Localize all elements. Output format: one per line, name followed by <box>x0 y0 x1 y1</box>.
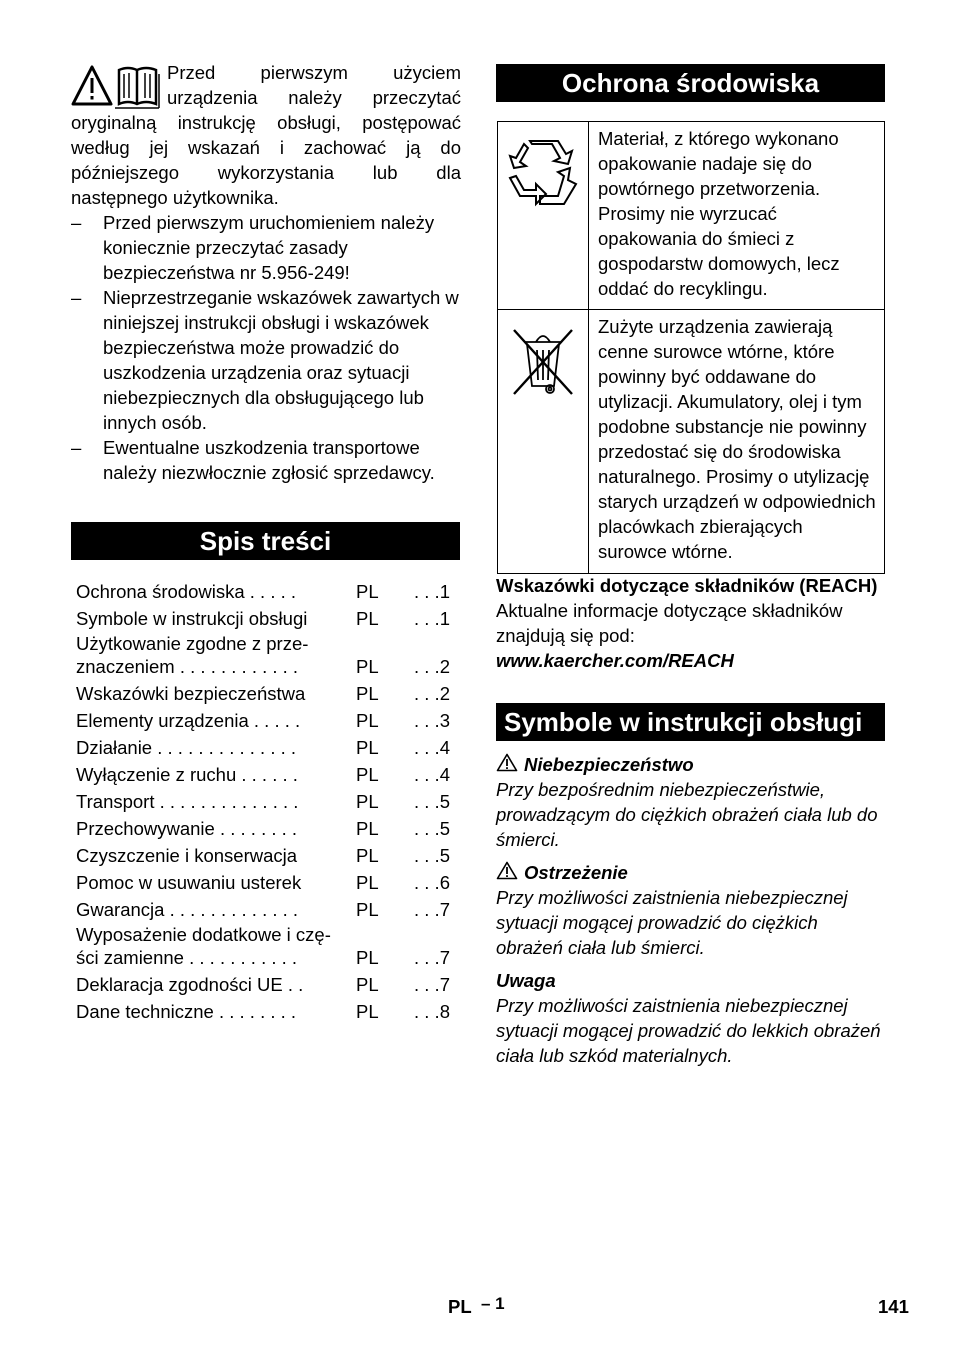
toc-lang: PL <box>356 899 379 920</box>
toc-row[interactable] <box>71 705 460 732</box>
toc-page: . . .4 <box>414 737 450 758</box>
toc-lang: PL <box>356 683 379 704</box>
toc-title-continued: ści zamienne . . . . . . . . . . . <box>76 947 298 968</box>
toc-page: . . .8 <box>414 1001 450 1022</box>
toc-row[interactable] <box>71 921 460 969</box>
recycling-cell <box>498 122 589 310</box>
toc-page: . . .1 <box>414 608 450 629</box>
toc-title: Użytkowanie zgodne z prze- <box>76 633 309 654</box>
toc-row[interactable] <box>71 678 460 705</box>
toc-page: . . .5 <box>414 818 450 839</box>
toc-title: Ochrona środowiska . . . . . <box>76 581 297 602</box>
list-item: – Ewentualne uszkodzenia transportowe należy niezwłocznie zgłosić sprzedawcy. <box>71 437 435 483</box>
toc-table <box>71 576 460 1023</box>
toc-row[interactable] <box>71 840 460 867</box>
toc-lang: PL <box>356 947 379 968</box>
disposal-text: Zużyte urządzenia zawierają cenne surowce wtórne, które powinny być oddawane do utylizacji. Akumulatory, olej i tym podobne substancje nie powinny przedostać się do środowiska naturalnego. Prosimy o utylizację starych urządzeń w odpowiednich placówkach zbierających surowce wtórne. <box>589 310 885 574</box>
toc-title: Przechowywanie . . . . . . . . <box>76 818 298 839</box>
toc-lang: PL <box>356 1001 379 1022</box>
environment-heading: Ochrona środowiska <box>496 64 885 102</box>
caution-text: Przy możliwości zaistnienia niebezpiecznej sytuacji mogącej prowadzić do lekkich obrażeń ciała lub szkód materialnych. <box>496 995 881 1066</box>
toc-row[interactable] <box>71 867 460 894</box>
toc-lang: PL <box>356 608 379 629</box>
toc-page: . . .3 <box>414 710 450 731</box>
toc-title-continued: znaczeniem . . . . . . . . . . . . <box>76 656 299 677</box>
toc-title: Wyłączenie z ruchu . . . . . . <box>76 764 298 785</box>
toc-title: Pomoc w usuwaniu usterek <box>76 872 302 893</box>
toc-row[interactable] <box>71 894 460 921</box>
caution-title: Uwaga <box>496 970 556 991</box>
toc-row[interactable] <box>71 786 460 813</box>
intro-text: Przed pierwszym użyciem urządzenia należy przeczytać oryginalną instrukcję obsługi, postępować według jej wskazań i zachować ją do późniejszego wykorzystania lub dla następnego użytkownika. <box>71 62 461 208</box>
warning-title: Ostrzeżenie <box>524 862 628 883</box>
toc-title: Wyposażenie dodatkowe i czę- <box>76 924 331 945</box>
list-item: – Nieprzestrzeganie wskazówek zawartych w niniejszej instrukcji obsługi i wskazówek bezpieczeństwa może prowadzić do uszkodzenia urządzenia oraz sytuacji niebezpiecznych dla obsługującego lub innych osób. <box>71 287 459 433</box>
footer-lang: PL <box>448 1296 472 1317</box>
toc-page: . . .4 <box>414 764 450 785</box>
danger-title: Niebezpieczeństwo <box>524 754 694 775</box>
warning-triangle-icon <box>496 753 518 772</box>
warning-triangle-icon <box>496 861 518 880</box>
symbols-section <box>496 752 888 1068</box>
disposal-cell <box>498 310 589 574</box>
toc-lang: PL <box>356 656 379 677</box>
toc-page: . . .7 <box>414 974 450 995</box>
toc-title: Elementy urządzenia . . . . . <box>76 710 301 731</box>
table-row <box>498 310 885 574</box>
toc-row[interactable] <box>71 759 460 786</box>
footer-local-page: – 1 <box>481 1294 505 1313</box>
toc-lang: PL <box>356 710 379 731</box>
toc-row[interactable] <box>71 603 460 630</box>
toc-lang: PL <box>356 581 379 602</box>
toc-lang: PL <box>356 872 379 893</box>
toc-page: . . .2 <box>414 656 450 677</box>
warning-text: Przy możliwości zaistnienia niebezpiecznej sytuacji mogącej prowadzić do ciężkich obrażeń ciała lub śmierci. <box>496 887 848 958</box>
page-number: 141 <box>878 1296 909 1317</box>
toc-lang: PL <box>356 818 379 839</box>
toc-row[interactable] <box>71 969 460 996</box>
toc-page: . . .7 <box>414 899 450 920</box>
reach-heading: Wskazówki dotyczące składników (REACH) <box>496 575 878 596</box>
toc-lang: PL <box>356 737 379 758</box>
warning-title-row <box>496 860 888 885</box>
recycling-text: Materiał, z którego wykonano opakowanie nadaje się do powtórnego przetworzenia. Prosimy nie wyrzucać opakowania do śmieci z gospodarstw domowych, lecz oddać do recyklingu. <box>589 122 885 310</box>
reach-link[interactable]: www.kaercher.com/REACH <box>496 650 734 671</box>
toc-page: . . .1 <box>414 581 450 602</box>
toc-lang: PL <box>356 791 379 812</box>
toc-page: . . .5 <box>414 845 450 866</box>
toc-title: Gwarancja . . . . . . . . . . . . . <box>76 899 299 920</box>
danger-title-row <box>496 752 888 777</box>
toc-title: Transport . . . . . . . . . . . . . . <box>76 791 299 812</box>
toc-title: Deklaracja zgodności UE . . <box>76 974 304 995</box>
toc-row[interactable] <box>71 813 460 840</box>
toc-title: Wskazówki bezpieczeństwa <box>76 683 306 704</box>
toc-row[interactable] <box>71 630 460 678</box>
recycling-icon <box>506 138 580 214</box>
toc-row[interactable] <box>71 732 460 759</box>
intro-icons <box>71 64 163 110</box>
toc-row[interactable] <box>71 576 460 603</box>
toc-title: Działanie . . . . . . . . . . . . . . <box>76 737 297 758</box>
danger-text: Przy bezpośrednim niebezpieczeństwie, prowadzącym do ciężkich obrażeń ciała lub do śmierci. <box>496 779 878 850</box>
toc-lang: PL <box>356 845 379 866</box>
toc-row[interactable] <box>71 996 460 1023</box>
table-row <box>498 122 885 310</box>
toc-page: . . .2 <box>414 683 450 704</box>
intro-section <box>71 60 461 485</box>
toc-page: . . .5 <box>414 791 450 812</box>
toc-title: Symbole w instrukcji obsługi <box>76 608 308 629</box>
toc-lang: PL <box>356 764 379 785</box>
reach-section <box>496 573 886 673</box>
list-item: – Przed pierwszym uruchomieniem należy koniecznie przeczytać zasady bezpieczeństwa nr 5.956-249! <box>71 212 435 283</box>
toc-page: . . .7 <box>414 947 450 968</box>
reach-text: Aktualne informacje dotyczące składników znajdują się pod: <box>496 600 843 646</box>
warning-manual-icon <box>71 64 163 110</box>
intro-bullets <box>71 210 461 485</box>
toc-title: Czyszczenie i konserwacja <box>76 845 298 866</box>
toc-page: . . .6 <box>414 872 450 893</box>
toc-lang: PL <box>356 974 379 995</box>
toc-heading: Spis treści <box>71 522 460 560</box>
crossed-bin-icon <box>510 326 576 398</box>
symbols-heading: Symbole w instrukcji obsługi <box>496 703 885 741</box>
environment-table <box>497 121 885 574</box>
toc-title: Dane techniczne . . . . . . . . <box>76 1001 297 1022</box>
